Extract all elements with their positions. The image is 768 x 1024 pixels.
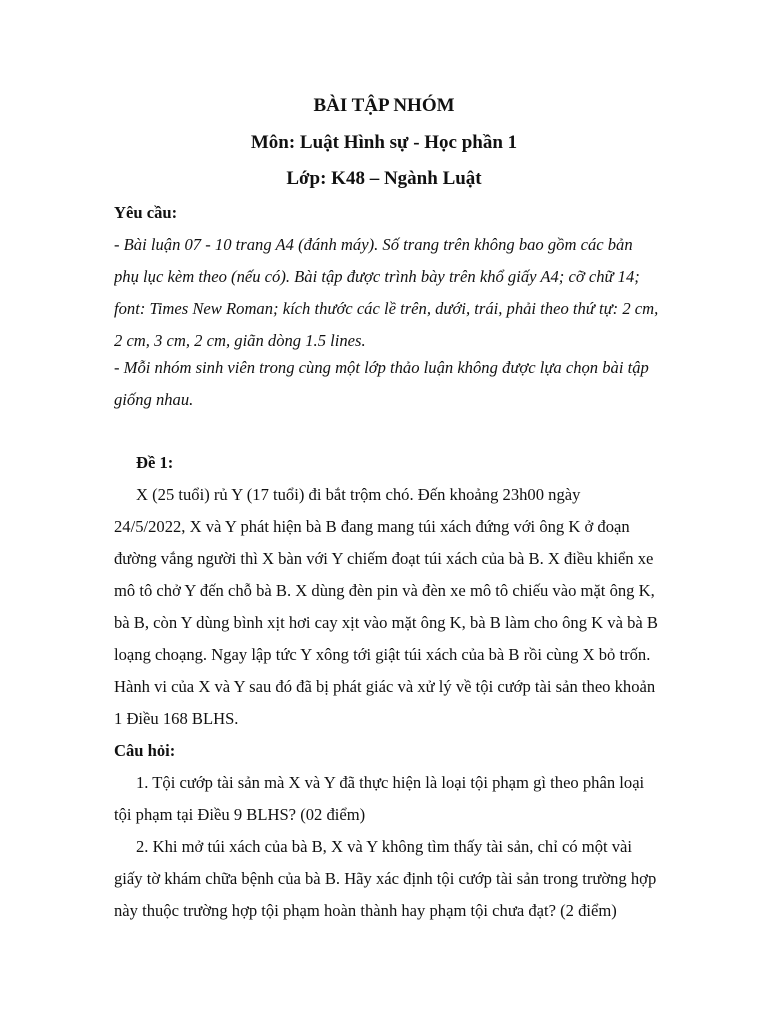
question-line: giấy tờ khám chữa bệnh của bà B. Hãy xác định tội cướp tài sản trong trường hợp bbox=[114, 869, 657, 888]
problem-line: X (25 tuổi) rủ Y (17 tuổi) đi bắt trộm chó. Đến khoảng 23h00 ngày bbox=[136, 485, 581, 504]
question-line: 2. Khi mở túi xách của bà B, X và Y không tìm thấy tài sản, chỉ có một vài bbox=[136, 837, 633, 856]
requirements-line: font: Times New Roman; kích thước các lề trên, dưới, trái, phải theo thứ tự: 2 cm, bbox=[114, 299, 659, 318]
problem-line: bà B, còn Y dùng bình xịt hơi cay xịt vào mặt ông K, bà B làm cho ông K và bà B bbox=[114, 613, 658, 632]
requirements-line: giống nhau. bbox=[114, 390, 194, 409]
problem-line: 1 Điều 168 BLHS. bbox=[114, 709, 239, 728]
problem-line: Hành vi của X và Y sau đó đã bị phát giác và xử lý về tội cướp tài sản theo khoản bbox=[114, 677, 656, 696]
requirements-line: 2 cm, 3 cm, 2 cm, giãn dòng 1.5 lines. bbox=[114, 331, 366, 350]
requirements-line: phụ lục kèm theo (nếu có). Bài tập được trình bày trên khổ giấy A4; cỡ chữ 14; bbox=[114, 267, 640, 286]
question-line: tội phạm tại Điều 9 BLHS? (02 điểm) bbox=[114, 805, 366, 824]
problem-heading: Đề 1: bbox=[136, 453, 174, 472]
document-title: BÀI TẬP NHÓM bbox=[313, 95, 455, 116]
problem-line: mô tô chở Y đến chỗ bà B. X dùng đèn pin và đèn xe mô tô chiếu vào mặt ông K, bbox=[114, 581, 655, 600]
requirements-heading: Yêu cầu: bbox=[114, 203, 178, 222]
problem-line: loạng choạng. Ngay lập tức Y xông tới giật túi xách của bà B rồi cùng X bỏ trốn. bbox=[114, 645, 651, 664]
subject-line: Môn: Luật Hình sự - Học phần 1 bbox=[250, 132, 518, 153]
questions-heading: Câu hỏi: bbox=[114, 741, 176, 760]
requirements-line: - Mỗi nhóm sinh viên trong cùng một lớp thảo luận không được lựa chọn bài tập bbox=[114, 358, 649, 377]
requirements-line: - Bài luận 07 - 10 trang A4 (đánh máy). Số trang trên không bao gồm các bản bbox=[114, 235, 633, 254]
problem-line: đường vắng người thì X bàn với Y chiếm đoạt túi xách của bà B. X điều khiển xe bbox=[114, 549, 654, 568]
class-line: Lớp: K48 – Ngành Luật bbox=[286, 168, 482, 189]
question-line: 1. Tội cướp tài sản mà X và Y đã thực hiện là loại tội phạm gì theo phân loại bbox=[136, 773, 645, 792]
question-line: này thuộc trường hợp tội phạm hoàn thành hay phạm tội chưa đạt? (2 điểm) bbox=[114, 901, 617, 920]
problem-line: 24/5/2022, X và Y phát hiện bà B đang mang túi xách đứng với ông K ở đoạn bbox=[114, 517, 630, 536]
